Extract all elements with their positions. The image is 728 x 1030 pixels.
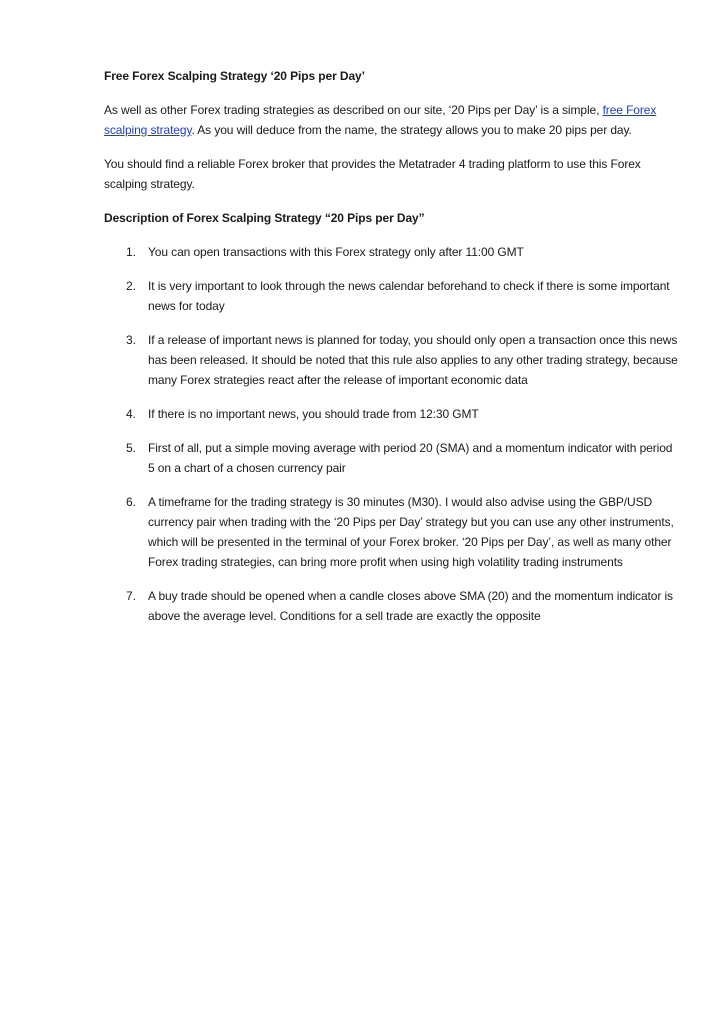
description-heading: Description of Forex Scalping Strategy “20 Pips per Day” <box>104 211 425 225</box>
list-item <box>104 276 680 316</box>
list-item-text: It is very important to look through the news calendar beforehand to check if there is some important news for today <box>148 279 670 313</box>
list-item-text: A buy trade should be opened when a candle closes above SMA (20) and the momentum indicator is above the average level. Conditions for a sell trade are exactly the opposite <box>148 589 673 623</box>
intro-paragraph <box>104 100 680 140</box>
list-item-number: 3. <box>126 333 136 347</box>
list-item-number: 4. <box>126 407 136 421</box>
document-title: Free Forex Scalping Strategy ‘20 Pips per Day’ <box>104 69 365 83</box>
list-item-number: 2. <box>126 279 136 293</box>
free-forex-scalping-strategy-link[interactable]: free Forex scalping strategy <box>104 103 657 137</box>
list-item-number: 6. <box>126 495 136 509</box>
list-item-text: If there is no important news, you should trade from 12:30 GMT <box>148 407 479 421</box>
intro-text-after-link: . As you will deduce from the name, the strategy allows you to make 20 pips per day. <box>191 123 632 137</box>
list-item <box>104 586 680 626</box>
intro-text-before-link: As well as other Forex trading strategies as described on our site, ‘20 Pips per Day’ is a simple, <box>104 103 603 117</box>
list-item-text: First of all, put a simple moving average with period 20 (SMA) and a momentum indicator with period 5 on a chart of a chosen currency pair <box>148 441 673 475</box>
list-item <box>104 330 680 390</box>
list-item-text: A timeframe for the trading strategy is 30 minutes (M30). I would also advise using the GBP/USD currency pair when trading with the ‘20 Pips per Day’ strategy but you can use any other instruments, which will be presented in the terminal of your Forex broker. ‘20 Pips per Day’, as well as many other Forex trading strategies, can bring more profit when using high volatility trading instruments <box>148 495 674 569</box>
list-item-number: 1. <box>126 245 136 259</box>
broker-paragraph: You should find a reliable Forex broker that provides the Metatrader 4 trading platform to use this Forex scalping strategy. <box>104 157 641 191</box>
document-page <box>104 66 680 640</box>
list-item-text: If a release of important news is planned for today, you should only open a transaction once this news has been released. It should be noted that this rule also applies to any other trading strategy, because many Forex strategies react after the release of important economic data <box>148 333 678 387</box>
list-item <box>104 438 680 478</box>
strategy-steps-list <box>104 242 680 626</box>
list-item <box>104 404 680 424</box>
list-item <box>104 242 680 262</box>
list-item-text: You can open transactions with this Forex strategy only after 11:00 GMT <box>148 245 524 259</box>
list-item <box>104 492 680 572</box>
list-item-number: 5. <box>126 441 136 455</box>
list-item-number: 7. <box>126 589 136 603</box>
